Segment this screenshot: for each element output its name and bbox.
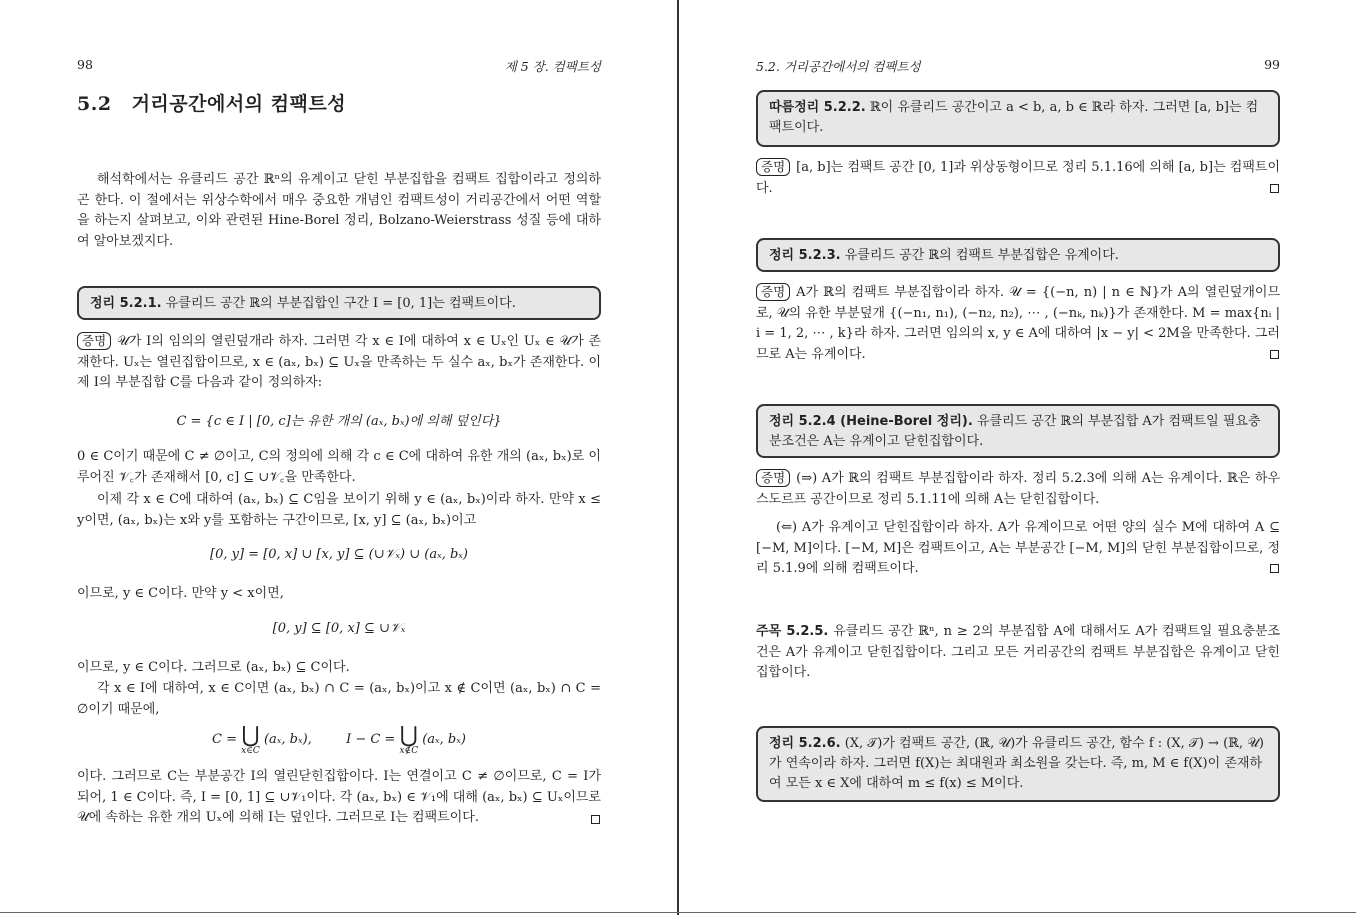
remark-body: 유클리드 공간 ℝⁿ, n ≥ 2의 부분집합 A에 대해서도 A가 컴팩트일 필요충분조건은 A가 유계이고 닫힌집합이다. 그리고 모든 거리공간의 컴팩트 부분집합은 유계이고 닫힌집합이다. [756, 624, 1280, 680]
theorem-head: 정리 5.2.1. [90, 296, 162, 311]
theorem-head: 정리 5.2.4 (Heine-Borel 정리). [769, 414, 973, 429]
right-page [679, 0, 1356, 912]
big-union [241, 723, 260, 756]
proof-paragraph [77, 332, 601, 394]
union-symbol: ⋃ [241, 723, 260, 748]
intro-paragraph: 해석학에서는 유클리드 공간 ℝⁿ의 유계이고 닫힌 부분집합을 컴팩트 집합이라고 정의하곤 한다. 이 절에서는 위상수학에서 매우 중요한 개념인 컴팩트성이 거리공간에서 어떤 역할을 하는지 살펴보고, 이와 관련된 Hine-Borel 정리, Bolzano-Weierstrass 성질 등에 대하여 알아보겠지다. [77, 172, 601, 249]
proof-tag: 증명 [756, 469, 790, 487]
proof-paragraph [756, 158, 1280, 199]
page-number: 98 [77, 57, 93, 72]
proof-text: A가 ℝ의 컴팩트 부분집합이라 하자. 𝒰 = {(−n, n) | n ∈ ℕ}가 A의 열린덮개이므로, 𝒰의 유한 부분덮개 {(−n₁, n₁), (−n₂, n₂), ⋯ , (−nₖ, nₖ)}가 존재한다. M = max{nᵢ | i = 1, 2, ⋯ , k}라 하자. 그러면 임의의 x, y ∈ A에 대하여 |x − y| < 2M을 만족한다. 그러므로 A는 유계이다. [756, 285, 1280, 362]
eq-term: (aₓ, bₓ), [263, 732, 312, 747]
big-union [399, 723, 418, 756]
proof-paragraph: 이므로, y ∈ C이다. 만약 y < x이면, [77, 586, 284, 601]
proof-paragraph: 이제 각 x ∈ C에 대하여 (aₓ, bₓ) ⊆ C임을 보이기 위해 y ∈ (aₓ, bₓ)이라 하자. 만약 x ≤ y이면, (aₓ, bₓ)는 x와 y를 포함하는 구간이므로, [x, y] ⊆ (aₓ, bₓ)이고 [77, 492, 601, 528]
corollary-5-2-2 [756, 90, 1280, 147]
corollary-body: ℝ이 유클리드 공간이고 a < b, a, b ∈ ℝ라 하자. 그러면 [a, b]는 컴팩트이다. [769, 100, 1259, 135]
bottom-rule [0, 912, 1356, 913]
running-header: 제 5 장. 컴팩트성 [504, 59, 601, 74]
section-title-text: 거리공간에서의 컴팩트성 [131, 93, 347, 115]
proof-tag: 증명 [756, 283, 790, 301]
qed-box-icon [591, 815, 600, 824]
theorem-body: 유클리드 공간 ℝ의 부분집합인 구간 I = [0, 1]는 컴팩트이다. [165, 296, 516, 311]
proof-paragraph: 이다. 그러므로 C는 부분공간 I의 열린닫힌집합이다. I는 연결이고 C ≠ ∅이므로, C = I가 되어, 1 ∈ C이다. 즉, I = [0, 1] ⊆ ∪𝒱₁이다. 각 (aₓ, bₓ) ∈ 𝒱₁에 대해 (aₓ, bₓ) ⊆ Uₓ이므로 𝒰에 속하는 유한 개의 Uₓ에 의해 I는 덮인다. 그러므로 I는 컴팩트이다. [77, 769, 601, 825]
section-number: 5.2 [77, 93, 112, 115]
proof-tag: 증명 [756, 158, 790, 176]
remark-5-2-5 [756, 622, 1280, 684]
theorem-5-2-4 [756, 404, 1280, 458]
section-title [77, 89, 346, 116]
proof-paragraph: 이므로, y ∈ C이다. 그러므로 (aₓ, bₓ) ⊆ C이다. [77, 660, 350, 675]
eq-left: C = [212, 732, 238, 747]
theorem-head: 정리 5.2.3. [769, 248, 841, 263]
corollary-head: 따름정리 5.2.2. [769, 100, 866, 115]
qed-box-icon [1270, 564, 1279, 573]
union-subscript: x∈C [241, 746, 260, 756]
page-number: 99 [1264, 57, 1280, 72]
union-symbol: ⋃ [399, 723, 418, 748]
qed-box-icon [1270, 350, 1279, 359]
equation-subset: [0, y] ⊆ [0, x] ⊆ ∪𝒱ₓ [272, 621, 406, 636]
proof-paragraph [756, 469, 1280, 510]
proof-paragraph: 각 x ∈ I에 대하여, x ∈ C이면 (aₓ, bₓ) ∩ C = (aₓ, bₓ)이고 x ∉ C이면 (aₓ, bₓ) ∩ C = ∅이기 때문에, [77, 681, 601, 717]
proof-paragraph [756, 283, 1280, 365]
equation-union-decomposition [77, 723, 601, 756]
eq-mid: I − C = [346, 732, 396, 747]
running-header: 5.2. 거리공간에서의 컴팩트성 [756, 59, 921, 74]
proof-paragraph: (⇐) A가 유계이고 닫힌집합이라 하자. A가 유계이므로 어떤 양의 실수 M에 대하여 A ⊆ [−M, M]이다. [−M, M]은 컴팩트이고, A는 부분공간 [−M, M]의 닫힌 부분집합이므로, 정리 5.1.9에 의해 컴팩트이다. [756, 520, 1281, 576]
proof-text: (⇒) A가 ℝ의 컴팩트 부분집합이라 하자. 정리 5.2.3에 의해 A는 유계이다. ℝ은 하우스도르프 공간이므로 정리 5.1.11에 의해 A는 닫힌집합이다. [756, 471, 1280, 507]
proof-text: [a, b]는 컴팩트 공간 [0, 1]과 위상동형이므로 정리 5.1.16에 의해 [a, b]는 컴팩트이다. [756, 160, 1280, 196]
proof-tag: 증명 [77, 332, 111, 350]
remark-head: 주목 5.2.5. [756, 624, 829, 639]
theorem-5-2-1 [77, 286, 601, 320]
left-page [0, 0, 677, 912]
equation-union: [0, y] = [0, x] ∪ [x, y] ⊆ (∪𝒱ₓ) ∪ (aₓ, bₓ) [210, 547, 468, 562]
theorem-body: 유클리드 공간 ℝ의 부분집합 A가 컴팩트일 필요충분조건은 A는 유계이고 닫힌집합이다. [769, 414, 1261, 449]
theorem-body: 유클리드 공간 ℝ의 컴팩트 부분집합은 유계이다. [844, 248, 1119, 263]
equation-c-definition: C = {c ∈ I | [0, c]는 유한 개의 (aₓ, bₓ)에 의해 덮인다} [176, 414, 502, 429]
theorem-head: 정리 5.2.6. [769, 736, 841, 751]
proof-paragraph: 0 ∈ C이기 때문에 C ≠ ∅이고, C의 정의에 의해 각 c ∈ C에 대하여 유한 개의 (aₓ, bₓ)로 이루어진 𝒱꜀가 존재해서 [0, c] ⊆ ∪𝒱꜀을 만족한다. [77, 449, 601, 485]
theorem-5-2-6 [756, 726, 1280, 802]
qed-box-icon [1270, 184, 1279, 193]
eq-term: (aₓ, bₓ) [422, 732, 466, 747]
theorem-5-2-3 [756, 238, 1280, 272]
theorem-body: (X, 𝒯)가 컴팩트 공간, (ℝ, 𝒰)가 유클리드 공간, 함수 f : (X, 𝒯) → (ℝ, 𝒰)가 연속이라 하자. 그러면 f(X)는 최대원과 최소원을 갖는다. 즉, m, M ∈ f(X)이 존재하여 모든 x ∈ X에 대하여 m ≤ f(x) ≤ M이다. [769, 736, 1264, 791]
proof-text: 𝒰가 I의 임의의 열린덮개라 하자. 그러면 각 x ∈ I에 대하여 x ∈ Uₓ인 Uₓ ∈ 𝒰가 존재한다. Uₓ는 열린집합이므로, x ∈ (aₓ, bₓ) ⊆ Uₓ을 만족하는 두 실수 aₓ, bₓ가 존재한다. 이제 I의 부분집합 C를 다음과 같이 정의하자: [77, 334, 601, 390]
union-subscript: x∉C [399, 746, 419, 756]
